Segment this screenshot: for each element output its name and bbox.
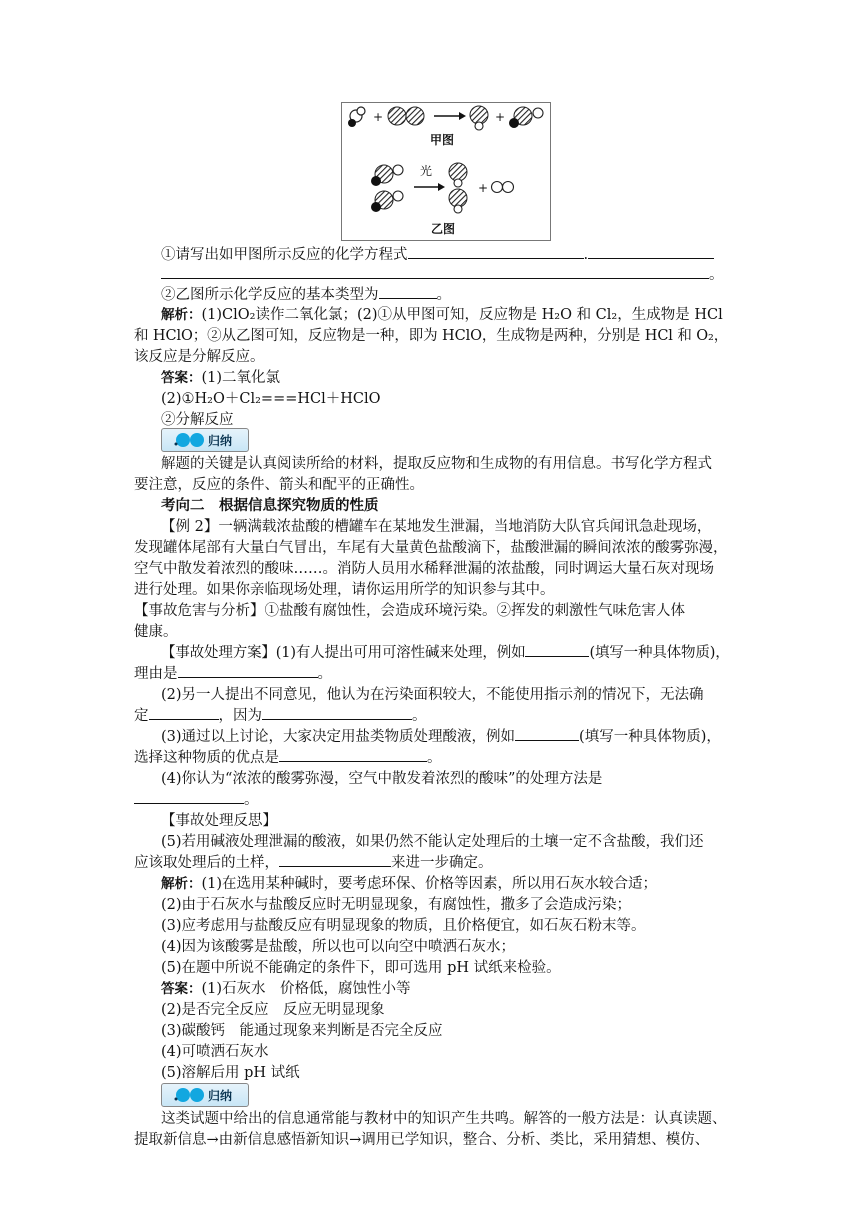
- analysis-label: 解析：: [161, 307, 202, 323]
- section-title: 考向二 根据信息探究物质的性质: [161, 497, 379, 514]
- plus-sign: +: [478, 181, 489, 195]
- hazard-line-1: 【事故危害与分析】①盐酸有腐蚀性，会造成环境污染。②挥发的刺激性气味危害人体: [134, 603, 685, 619]
- summary-badge-label: 归纳: [208, 434, 233, 448]
- plan-text: 【事故处理方案】(1)有人提出可用可溶性碱来处理，例如: [161, 645, 526, 661]
- answer-blank[interactable]: [134, 789, 244, 804]
- answer-text: (1)二氧化氯: [201, 370, 281, 386]
- plan-question-4: (4)你认为“浓浓的酸雾弥漫，空气中散发着浓烈的酸味”的处理方法是: [161, 771, 603, 787]
- plan-question-1: [161, 642, 730, 664]
- yi-label: 乙图: [431, 222, 456, 236]
- analysis-1-line-2: 和 HClO；②从乙图可知，反应物是一种，即为 HClO，生成物是两种，分别是 HCl 和 O₂，: [134, 328, 729, 344]
- summary-badge: [161, 1083, 249, 1107]
- reflection-question-5-continuation: [134, 852, 493, 874]
- example-2-line-1: 【例 2】一辆满载浓盐酸的槽罐车在某地发生泄漏，当地消防大队官兵闻讯急赴现场，: [161, 519, 712, 535]
- yi-product-hcl-top-icon: [449, 163, 467, 187]
- summary-badge-label: 归纳: [208, 1089, 233, 1103]
- analysis-2-line-2: (2)由于石灰水与盐酸反应时无明显现象，有腐蚀性，撒多了会造成污染；: [161, 897, 632, 913]
- answer-blank[interactable]: [262, 705, 412, 720]
- example-2-line-2: 发现罐体尾部有大量白气冒出，车尾有大量黄色盐酸滴下，盐酸泄漏的瞬间浓浓的酸雾弥漫，: [134, 540, 728, 556]
- answer-2-line-3: (3)碳酸钙 能通过现象来判断是否完全反应: [161, 1023, 443, 1039]
- answer-1-line-2: (2)①H₂O＋Cl₂===HCl＋HClO: [161, 391, 381, 407]
- analysis-2-line-5: (5)在题中所说不能确定的条件下，即可选用 pH 试纸来检验。: [161, 960, 561, 976]
- answer-2-line-1: [161, 978, 411, 1000]
- answer-blank[interactable]: [149, 705, 219, 720]
- reflection-question-5: (5)若用碱液处理泄漏的酸液，如果仍然不能认定处理后的土壤一定不含盐酸，我们还: [161, 834, 704, 850]
- light-label: 光: [420, 164, 433, 178]
- answer-blank[interactable]: [525, 642, 589, 657]
- summary-2-line-2: 提取新信息→由新信息感悟新知识→调用已学知识，整合、分析、类比，采用猜想、模仿、: [134, 1132, 710, 1148]
- answer-1-line-3: ②分解反应: [161, 412, 234, 428]
- answer-2-line-2: (2)是否完全反应 反应无明显现象: [161, 1002, 385, 1018]
- answer-blank[interactable]: [161, 264, 709, 279]
- plan-text: (3)通过以上讨论，大家决定用盐类物质处理酸液，例如: [161, 729, 516, 745]
- reaction-arrow-icon: [414, 183, 445, 191]
- analysis-2-line-4: (4)因为该酸雾是盐酸，所以也可以向空中喷洒石灰水；: [161, 939, 516, 955]
- analysis-label: 解析：: [161, 876, 202, 892]
- summary-2-line-1: 这类试题中给出的信息通常能与教材中的知识产生共鸣。解答的一般方法是：认真读题、: [161, 1111, 727, 1127]
- jia-reactant-chlorine-icon: [388, 107, 424, 125]
- plan-question-2-continuation: [134, 705, 427, 727]
- analysis-1-line-3: 该反应是分解反应。: [134, 349, 265, 365]
- jia-product-hclo-icon: [509, 107, 543, 128]
- plan-question-3: [161, 726, 721, 748]
- plan-question-2: (2)另一人提出不同意见，他认为在污染面积较大，不能使用指示剂的情况下，无法确: [161, 687, 704, 703]
- yi-product-hcl-bottom-icon: [449, 189, 467, 213]
- answer-blank[interactable]: [379, 284, 437, 299]
- answer-blank[interactable]: [279, 747, 427, 762]
- jia-reactant-water-icon: [348, 107, 365, 127]
- plus-sign: +: [373, 110, 384, 124]
- answer-2-line-4: (4)可喷洒石灰水: [161, 1044, 269, 1060]
- period: 。: [709, 267, 724, 283]
- answer-text: (1)石灰水 价格低，腐蚀性小等: [201, 981, 411, 997]
- reaction-arrow-icon: [434, 112, 466, 120]
- summary-badge-icon: [174, 1086, 208, 1104]
- yi-reactant-hclo-bottom-icon: [371, 191, 403, 212]
- period: 。: [436, 287, 451, 303]
- summary-badge-icon: [174, 431, 208, 449]
- plus-sign: +: [495, 110, 506, 124]
- analysis-text: (1)在选用某种碱时，要考虑环保、价格等因素，所以用石灰水较合适；: [201, 876, 658, 892]
- hazard-line-2: 健康。: [134, 624, 178, 640]
- answer-1-line-1: [161, 367, 280, 389]
- answer-blank[interactable]: [588, 244, 714, 259]
- analysis-text: (1)ClO₂读作二氧化氯；(2)①从甲图可知，反应物是 H₂O 和 Cl₂，生成物是 HCl: [201, 307, 723, 323]
- period: 。: [244, 792, 259, 808]
- question-1: ①请写出如甲图所示反应的化学方程式 .: [161, 244, 714, 266]
- answer-blank[interactable]: [279, 852, 391, 867]
- analysis-2-line-3: (3)应考虑用与盐酸反应有明显现象的物质，且价格便宜，如石灰石粉末等。: [161, 918, 646, 934]
- summary-1-line-1: 解题的关键是认真阅读所给的材料，提取反应物和生成物的有用信息。书写化学方程式: [161, 456, 712, 472]
- plan-text: (填写一种具体物质)，: [579, 729, 721, 745]
- plan-question-1-reason: [134, 663, 332, 685]
- summary-1-line-2: 要注意，反应的条件、箭头和配平的正确性。: [134, 477, 424, 493]
- reaction-diagram: [342, 103, 550, 240]
- answer-label: 答案：: [161, 370, 202, 386]
- period: 。: [317, 666, 332, 682]
- reflection-title: 【事故处理反思】: [161, 813, 277, 829]
- answer-blank[interactable]: [408, 244, 584, 259]
- example-2-line-4: 进行处理。如果你亲临现场处理，请你运用所学的知识参与其中。: [134, 582, 555, 598]
- yi-reactant-hclo-top-icon: [371, 165, 403, 186]
- period: 。: [412, 708, 427, 724]
- analysis-2-line-1: [161, 873, 657, 895]
- example-2-line-3: 空气中散发着浓烈的酸味……。消防人员用水稀释泄漏的浓盐酸，同时调运大量石灰对现场: [134, 561, 714, 577]
- jia-label: 甲图: [430, 133, 455, 147]
- plan-text: (填写一种具体物质)，: [589, 645, 730, 661]
- analysis-1-line-1: [161, 304, 723, 326]
- plan-question-3-continuation: [134, 747, 442, 769]
- plan-question-4-continuation: [134, 789, 259, 811]
- question-2: [161, 284, 451, 306]
- jia-product-hcl-icon: [470, 106, 488, 130]
- period: 。: [427, 750, 442, 766]
- plan-text: 选择这种物质的优点是: [134, 750, 279, 766]
- plan-text: 定: [134, 708, 149, 724]
- plan-text: ，因为: [218, 708, 262, 724]
- reaction-figure: [341, 102, 551, 241]
- answer-blank[interactable]: [178, 663, 318, 678]
- answer-2-line-5: (5)溶解后用 pH 试纸: [161, 1065, 300, 1081]
- summary-badge: [161, 428, 249, 452]
- question-1-continuation: [161, 264, 724, 286]
- answer-blank[interactable]: [515, 726, 579, 741]
- answer-label: 答案：: [161, 981, 202, 997]
- plan-text: 理由是: [134, 666, 178, 682]
- question-2-text: ②乙图所示化学反应的基本类型为: [161, 287, 379, 303]
- reflection-text: 来进一步确定。: [391, 855, 493, 871]
- question-1-text: ①请写出如甲图所示反应的化学方程式: [161, 247, 408, 263]
- reflection-text: 应该取处理后的土样，: [134, 855, 279, 871]
- yi-product-oxygen-icon: [492, 182, 514, 193]
